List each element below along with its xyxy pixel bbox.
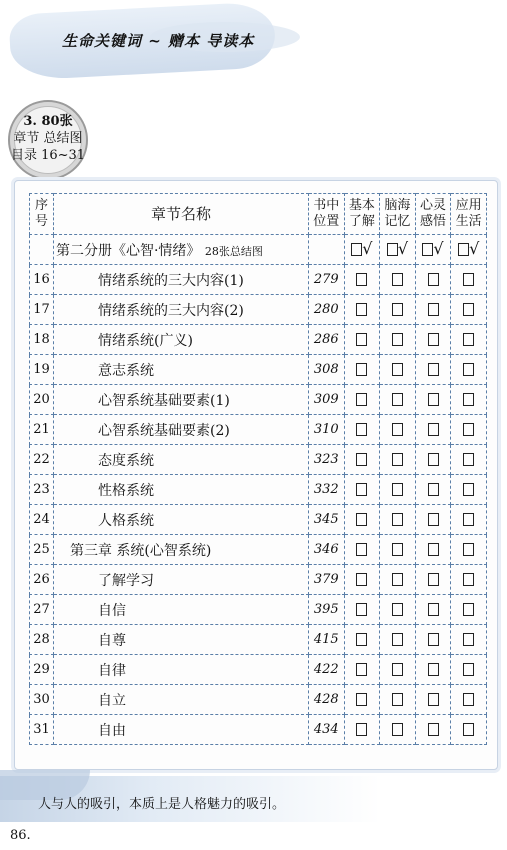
checkbox[interactable]: [463, 333, 474, 346]
row-number: 22: [30, 445, 54, 475]
row-check-cell: [451, 565, 487, 595]
row-check-cell: [451, 295, 487, 325]
table-row: [30, 325, 487, 355]
checkbox[interactable]: [463, 303, 474, 316]
header-basic: 基本了解: [344, 194, 380, 235]
checkbox[interactable]: [463, 513, 474, 526]
table-row: [30, 445, 487, 475]
row-check-cell: [415, 595, 451, 625]
row-number: 17: [30, 295, 54, 325]
checkbox[interactable]: [428, 273, 439, 286]
row-page: 346: [309, 535, 344, 565]
row-check-cell: [415, 655, 451, 685]
checkbox[interactable]: [356, 333, 367, 346]
header-insight: 心灵感悟: [415, 194, 451, 235]
checkbox[interactable]: [392, 513, 403, 526]
checkbox[interactable]: [356, 543, 367, 556]
table-row: [30, 655, 487, 685]
row-check-cell: [344, 565, 380, 595]
checkbox[interactable]: [356, 393, 367, 406]
checkbox[interactable]: [428, 633, 439, 646]
checkbox-checked[interactable]: [351, 243, 362, 256]
row-number: 20: [30, 385, 54, 415]
page-number: 86.: [10, 828, 31, 843]
row-check-cell: [415, 505, 451, 535]
row-check-cell: [380, 595, 416, 625]
checkbox[interactable]: [428, 693, 439, 706]
row-chapter-name: 自信: [53, 595, 308, 625]
checkmark-icon: √: [397, 238, 409, 258]
row-page: 279: [309, 265, 344, 295]
row-check-cell: [415, 565, 451, 595]
header-no: 序号: [30, 194, 54, 235]
badge-line-3: 目录 16~31: [10, 148, 86, 163]
row-check-cell: [415, 535, 451, 565]
row-page: 434: [309, 715, 344, 745]
row-check-cell: [344, 265, 380, 295]
row-check-cell: [380, 475, 416, 505]
table-row: [30, 265, 487, 295]
table-row: [30, 475, 487, 505]
contents-card: [14, 180, 498, 770]
checkbox-checked[interactable]: [422, 243, 433, 256]
row-number: 24: [30, 505, 54, 535]
row-chapter-name: 性格系统: [53, 475, 308, 505]
row-check-cell: [451, 655, 487, 685]
row-chapter-name: 自律: [53, 655, 308, 685]
checkbox[interactable]: [428, 603, 439, 616]
row-check-cell: [415, 625, 451, 655]
checkbox[interactable]: [463, 543, 474, 556]
row-check-cell: [380, 715, 416, 745]
part-note: 28张总结图: [204, 244, 263, 258]
row-check-cell: [344, 385, 380, 415]
row-number: 27: [30, 595, 54, 625]
checkmark-icon: √: [433, 238, 444, 258]
checkbox-checked[interactable]: [387, 243, 398, 256]
row-chapter-name: 情绪系统的三大内容(2): [53, 295, 308, 325]
row-check-cell: [344, 325, 380, 355]
row-chapter-name: 情绪系统(广义): [53, 325, 308, 355]
checkbox[interactable]: [392, 303, 403, 316]
table-row: [30, 535, 487, 565]
row-number: 21: [30, 415, 54, 445]
row-check-cell: [344, 595, 380, 625]
row-check-cell: [344, 625, 380, 655]
checkbox[interactable]: [356, 663, 367, 676]
checkbox[interactable]: [428, 723, 439, 736]
row-check-cell: [451, 265, 487, 295]
table-row: [30, 355, 487, 385]
section-badge: [8, 100, 88, 180]
table-row: [30, 565, 487, 595]
row-check-cell: [451, 385, 487, 415]
row-page: 422: [309, 655, 344, 685]
checkbox[interactable]: [428, 543, 439, 556]
checkbox[interactable]: [428, 483, 439, 496]
table-row: [30, 505, 487, 535]
row-chapter-name: 意志系统: [53, 355, 308, 385]
row-check-cell: [415, 685, 451, 715]
row-check-cell: [344, 505, 380, 535]
checkbox[interactable]: [463, 603, 474, 616]
row-number: 28: [30, 625, 54, 655]
checkbox[interactable]: [428, 423, 439, 436]
row-chapter-name: 心智系统基础要素(1): [53, 385, 308, 415]
table-row: [30, 625, 487, 655]
row-check-cell: [380, 355, 416, 385]
checkbox[interactable]: [392, 453, 403, 466]
row-check-cell: [344, 655, 380, 685]
row-page: 308: [309, 355, 344, 385]
row-number: 26: [30, 565, 54, 595]
checkbox[interactable]: [392, 333, 403, 346]
row-check-cell: [451, 535, 487, 565]
row-page: 379: [309, 565, 344, 595]
header-apply: 应用生活: [451, 194, 487, 235]
row-check-cell: [451, 625, 487, 655]
checkmark-icon: √: [362, 238, 373, 258]
row-number: 18: [30, 325, 54, 355]
checkbox[interactable]: [392, 483, 403, 496]
checkbox[interactable]: [463, 723, 474, 736]
checkbox[interactable]: [463, 363, 474, 376]
checkbox[interactable]: [356, 723, 367, 736]
checkbox[interactable]: [428, 513, 439, 526]
row-check-cell: [344, 415, 380, 445]
row-check-cell: [415, 415, 451, 445]
checkbox[interactable]: [392, 363, 403, 376]
row-check-cell: [451, 445, 487, 475]
row-number: 23: [30, 475, 54, 505]
row-chapter-name: 情绪系统的三大内容(1): [53, 265, 308, 295]
checkbox[interactable]: [463, 453, 474, 466]
checkbox[interactable]: [428, 303, 439, 316]
row-chapter-name: 心智系统基础要素(2): [53, 415, 308, 445]
checkbox[interactable]: [428, 663, 439, 676]
checkbox[interactable]: [428, 453, 439, 466]
row-chapter-name: 自尊: [53, 625, 308, 655]
table-row: [30, 415, 487, 445]
row-check-cell: [415, 325, 451, 355]
row-page: 428: [309, 685, 344, 715]
row-check-cell: [415, 715, 451, 745]
row-page: 280: [309, 295, 344, 325]
checkbox[interactable]: [463, 573, 474, 586]
row-check-cell: [415, 265, 451, 295]
checkbox[interactable]: [356, 603, 367, 616]
table-row: [30, 685, 487, 715]
part-title: 第二分册《心智·情绪》: [55, 242, 201, 259]
checkbox[interactable]: [356, 363, 367, 376]
row-chapter-name: 了解学习: [53, 565, 308, 595]
checkbox[interactable]: [392, 663, 403, 676]
checkbox[interactable]: [356, 303, 367, 316]
checkbox[interactable]: [392, 393, 403, 406]
checkbox[interactable]: [463, 423, 474, 436]
row-chapter-name: 态度系统: [53, 445, 308, 475]
checkbox[interactable]: [392, 633, 403, 646]
row-number: 31: [30, 715, 54, 745]
checkbox[interactable]: [356, 453, 367, 466]
row-check-cell: [415, 445, 451, 475]
row-check-cell: [380, 565, 416, 595]
badge-line-2: 章节 总结图: [13, 131, 83, 146]
checkbox[interactable]: [463, 633, 474, 646]
checkbox[interactable]: [392, 543, 403, 556]
row-check-cell: [451, 715, 487, 745]
checkbox[interactable]: [392, 573, 403, 586]
row-check-cell: [380, 325, 416, 355]
checkmark-icon: √: [469, 238, 480, 258]
header-name: 章节名称: [53, 194, 308, 235]
row-check-cell: [415, 475, 451, 505]
checkbox[interactable]: [463, 663, 474, 676]
checkbox[interactable]: [463, 273, 474, 286]
row-number: 19: [30, 355, 54, 385]
row-check-cell: [344, 355, 380, 385]
row-check-cell: [380, 625, 416, 655]
checkbox[interactable]: [463, 393, 474, 406]
checkbox[interactable]: [356, 693, 367, 706]
row-check-cell: [344, 535, 380, 565]
header-memory: 脑海记忆: [380, 194, 416, 235]
checkbox[interactable]: [392, 603, 403, 616]
table-row: [30, 595, 487, 625]
row-number: 29: [30, 655, 54, 685]
checkbox[interactable]: [356, 483, 367, 496]
row-chapter-name: 自立: [53, 685, 308, 715]
row-check-cell: [344, 475, 380, 505]
row-check-cell: [344, 685, 380, 715]
checkbox[interactable]: [392, 423, 403, 436]
footer-quote: 人与人的吸引，本质上是人格魅力的吸引。: [38, 797, 286, 812]
contents-table: [29, 193, 487, 745]
row-check-cell: [451, 505, 487, 535]
checkbox[interactable]: [392, 723, 403, 736]
row-check-cell: [451, 355, 487, 385]
checkbox[interactable]: [356, 423, 367, 436]
row-check-cell: [344, 445, 380, 475]
row-number: 30: [30, 685, 54, 715]
checkbox[interactable]: [428, 363, 439, 376]
checkbox[interactable]: [356, 513, 367, 526]
checkbox[interactable]: [392, 693, 403, 706]
row-check-cell: [415, 385, 451, 415]
row-check-cell: [380, 385, 416, 415]
checkbox[interactable]: [356, 573, 367, 586]
row-chapter-name: 自由: [53, 715, 308, 745]
row-check-cell: [451, 475, 487, 505]
row-check-cell: [380, 445, 416, 475]
row-check-cell: [380, 415, 416, 445]
row-check-cell: [451, 685, 487, 715]
part-row: [30, 235, 487, 265]
row-page: 395: [309, 595, 344, 625]
row-page: 286: [309, 325, 344, 355]
table-row: [30, 295, 487, 325]
row-page: 332: [309, 475, 344, 505]
checkbox[interactable]: [356, 273, 367, 286]
checkbox[interactable]: [356, 633, 367, 646]
row-check-cell: [451, 325, 487, 355]
row-number: 25: [30, 535, 54, 565]
row-page: 323: [309, 445, 344, 475]
row-check-cell: [451, 595, 487, 625]
row-check-cell: [380, 535, 416, 565]
row-check-cell: [344, 295, 380, 325]
checkbox-checked[interactable]: [458, 243, 469, 256]
row-check-cell: [380, 655, 416, 685]
row-page: 310: [309, 415, 344, 445]
table-row: [30, 385, 487, 415]
row-chapter-name: 第三章 系统(心智系统): [53, 535, 308, 565]
badge-line-1: 3. 80张: [23, 114, 73, 129]
checkbox[interactable]: [428, 393, 439, 406]
checkbox[interactable]: [463, 693, 474, 706]
row-check-cell: [415, 355, 451, 385]
row-page: 345: [309, 505, 344, 535]
header-page: 书中位置: [309, 194, 344, 235]
row-number: 16: [30, 265, 54, 295]
row-check-cell: [380, 295, 416, 325]
checkbox[interactable]: [463, 483, 474, 496]
row-check-cell: [344, 715, 380, 745]
checkbox[interactable]: [428, 573, 439, 586]
row-page: 309: [309, 385, 344, 415]
row-check-cell: [380, 505, 416, 535]
row-chapter-name: 人格系统: [53, 505, 308, 535]
checkbox[interactable]: [428, 333, 439, 346]
page-header-title: 生命关键词 ~ 赠本 导读本: [62, 32, 255, 50]
row-page: 415: [309, 625, 344, 655]
table-row: [30, 715, 487, 745]
row-check-cell: [451, 415, 487, 445]
row-check-cell: [415, 295, 451, 325]
checkbox[interactable]: [392, 273, 403, 286]
row-check-cell: [380, 265, 416, 295]
row-check-cell: [380, 685, 416, 715]
